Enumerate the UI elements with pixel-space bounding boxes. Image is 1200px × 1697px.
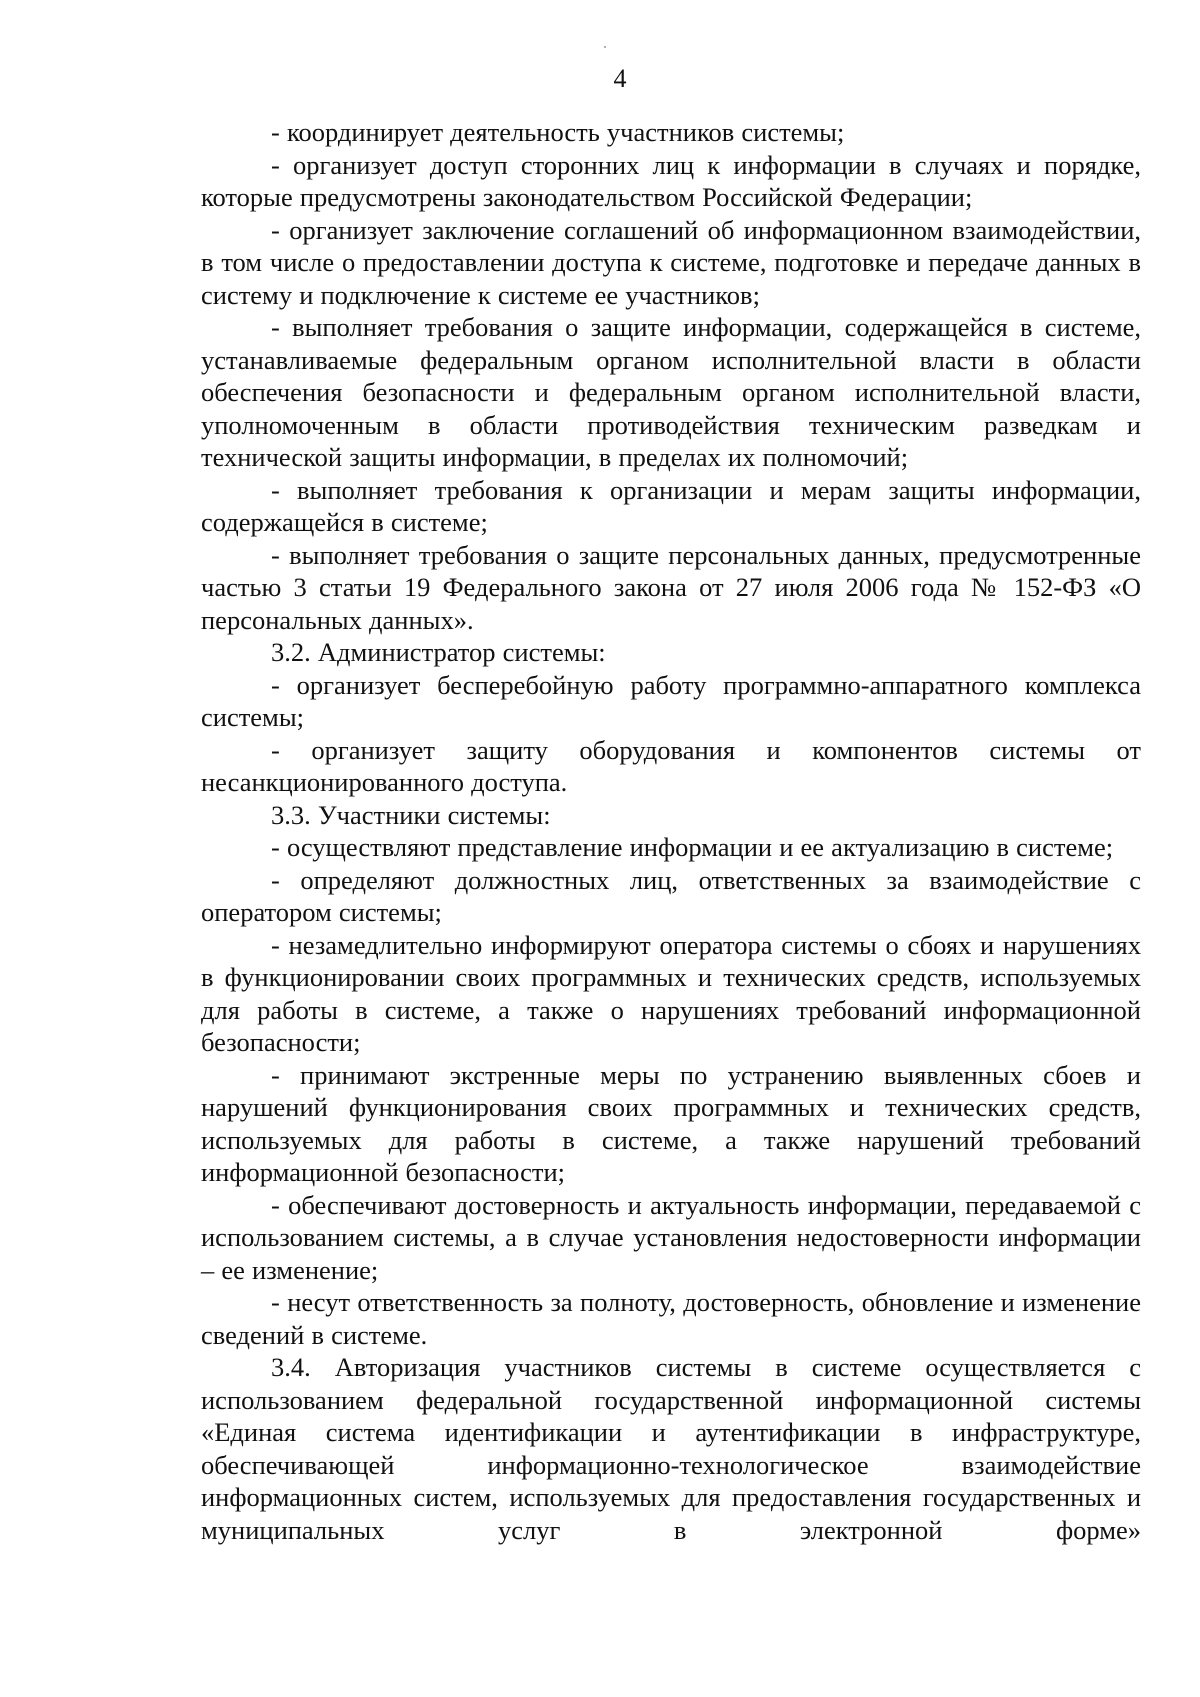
paragraph-coordinates-participants: - координирует деятельность участников системы; (271, 117, 845, 147)
paragraph-personal-data: - выполняет требования о защите персональных данных, предусмотренные частью 3 статьи 19 Федерального закона от 27 июля 2006 года № 152-ФЗ «О персональных данных». (201, 539, 1141, 635)
paragraph-equipment-protection: - организует защиту оборудования и компонентов системы от несанкционированного доступа. (201, 734, 1141, 797)
section-heading-participants: 3.3. Участники системы: (271, 799, 551, 830)
paragraph-uninterrupted-operation: - организует бесперебойную работу программно-аппаратного комплекса системы; (201, 669, 1141, 732)
paragraph-third-party-access: - организует доступ сторонних лиц к информации в случаях и порядке, которые предусмотрены законодательством Российской Федерации; (201, 149, 1141, 212)
paragraph-authorization: 3.4. Авторизация участников системы в системе осуществляется с использованием федеральной государственной информационной системы «Единая система идентификации и аутентификации в инфраструктуре, обеспечивающей информационно-технологическое взаимодействие информационных систем, используемых для предоставления государственных и муниципальных услуг в электронной форме» (201, 1352, 1141, 1545)
section-heading-administrator: 3.2. Администратор системы: (271, 637, 606, 667)
scan-speck (604, 46, 606, 48)
paragraph-interaction-agreements: - организует заключение соглашений об информационном взаимодействии, в том числе о предоставлении доступа к системе, подготовке и передаче данных в систему и подключение к системе ее участников; (201, 214, 1141, 310)
paragraph-responsible-officials: - определяют должностных лиц, ответственных за взаимодействие с оператором системы; (201, 864, 1141, 927)
paragraph-provide-information: - осуществляют представление информации и ее актуализацию в системе; (271, 832, 1114, 862)
paragraph-information-protection: - выполняет требования о защите информации, содержащейся в системе, устанавливаемые федеральным органом исполнительной власти в области обеспечения безопасности и федеральным органом исполнительной власти, уполномоченным в области противодействия техническим разведкам и технической защиты информации, в пределах их полномочий; (201, 312, 1141, 472)
paragraph-responsibility: - несут ответственность за полноту, достоверность, обновление и изменение сведений в системе. (201, 1287, 1141, 1350)
paragraph-protection-measures: - выполняет требования к организации и мерам защиты информации, содержащейся в системе; (201, 474, 1141, 537)
paragraph-inform-failures: - незамедлительно информируют оператора системы о сбоях и нарушениях в функционировании своих программных и технических средств, используемых для работы в системе, а также о нарушениях требований информационной безопасности; (201, 929, 1141, 1057)
document-body (201, 116, 1141, 1546)
paragraph-emergency-measures: - принимают экстренные меры по устранению выявленных сбоев и нарушений функционирования своих программных и технических средств, используемых для работы в системе, а также нарушений требований информационной безопасности; (201, 1059, 1141, 1187)
page-number: 4 (613, 64, 627, 93)
paragraph-reliability: - обеспечивают достоверность и актуальность информации, передаваемой с использованием системы, а в случае установления недостоверности информации – ее изменение; (201, 1189, 1141, 1285)
